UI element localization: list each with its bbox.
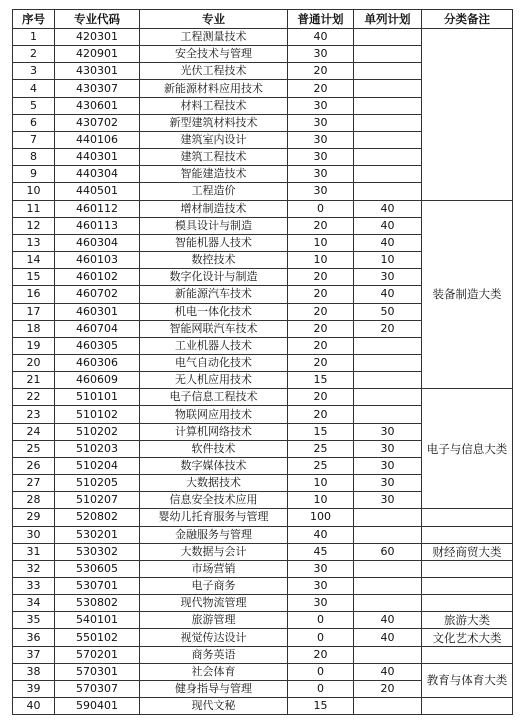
cell-major-name: 商务英语 <box>140 646 288 663</box>
cell-separate-plan <box>354 389 422 406</box>
cell-major-code: 430301 <box>55 63 140 80</box>
cell-major-code: 460103 <box>55 252 140 269</box>
cell-general-plan: 30 <box>288 114 354 131</box>
table-row <box>13 509 513 526</box>
cell-index: 40 <box>13 698 55 715</box>
table-row <box>13 389 513 406</box>
cell-major-name: 金融服务与管理 <box>140 526 288 543</box>
cell-separate-plan: 40 <box>354 663 422 680</box>
cell-major-code: 510204 <box>55 457 140 474</box>
cell-major-name: 软件技术 <box>140 440 288 457</box>
cell-major-name: 建筑室内设计 <box>140 131 288 148</box>
cell-major-name: 视觉传达设计 <box>140 629 288 646</box>
cell-separate-plan <box>354 698 422 715</box>
cell-major-code: 460704 <box>55 320 140 337</box>
cell-general-plan: 20 <box>288 63 354 80</box>
cell-separate-plan <box>354 526 422 543</box>
cell-major-code: 440106 <box>55 131 140 148</box>
cell-index: 23 <box>13 406 55 423</box>
table-row <box>13 578 513 595</box>
cell-major-code: 460306 <box>55 354 140 371</box>
cell-separate-plan: 40 <box>354 217 422 234</box>
cell-major-code: 530802 <box>55 595 140 612</box>
cell-separate-plan: 40 <box>354 200 422 217</box>
cell-general-plan: 45 <box>288 543 354 560</box>
cell-major-code: 430702 <box>55 114 140 131</box>
cell-major-code: 460301 <box>55 303 140 320</box>
cell-separate-plan: 30 <box>354 475 422 492</box>
cell-separate-plan <box>354 166 422 183</box>
cell-general-plan: 30 <box>288 166 354 183</box>
cell-general-plan: 20 <box>288 337 354 354</box>
cell-general-plan: 20 <box>288 286 354 303</box>
cell-category-note <box>422 578 513 595</box>
cell-major-name: 材料工程技术 <box>140 97 288 114</box>
cell-major-code: 530201 <box>55 526 140 543</box>
cell-major-name: 模具设计与制造 <box>140 217 288 234</box>
cell-separate-plan <box>354 97 422 114</box>
cell-major-name: 现代文秘 <box>140 698 288 715</box>
cell-general-plan: 20 <box>288 320 354 337</box>
cell-separate-plan <box>354 337 422 354</box>
cell-major-name: 机电一体化技术 <box>140 303 288 320</box>
cell-general-plan: 15 <box>288 372 354 389</box>
cell-separate-plan <box>354 29 422 46</box>
cell-general-plan: 40 <box>288 29 354 46</box>
cell-general-plan: 20 <box>288 303 354 320</box>
cell-general-plan: 0 <box>288 663 354 680</box>
cell-major-code: 460102 <box>55 269 140 286</box>
cell-index: 3 <box>13 63 55 80</box>
header-separate-plan: 单列计划 <box>354 10 422 29</box>
cell-separate-plan: 40 <box>354 286 422 303</box>
header-major: 专业 <box>140 10 288 29</box>
cell-major-code: 530605 <box>55 560 140 577</box>
cell-major-code: 510202 <box>55 423 140 440</box>
cell-major-name: 电子信息工程技术 <box>140 389 288 406</box>
cell-major-name: 工程测量技术 <box>140 29 288 46</box>
cell-index: 39 <box>13 680 55 697</box>
header-category-note: 分类备注 <box>422 10 513 29</box>
cell-general-plan: 15 <box>288 698 354 715</box>
cell-index: 14 <box>13 252 55 269</box>
cell-major-name: 电气自动化技术 <box>140 354 288 371</box>
cell-index: 2 <box>13 46 55 63</box>
cell-separate-plan: 60 <box>354 543 422 560</box>
cell-general-plan: 30 <box>288 595 354 612</box>
cell-index: 18 <box>13 320 55 337</box>
cell-major-code: 430307 <box>55 80 140 97</box>
cell-general-plan: 0 <box>288 680 354 697</box>
cell-major-code: 430601 <box>55 97 140 114</box>
cell-category-note <box>422 698 513 715</box>
cell-major-name: 物联网应用技术 <box>140 406 288 423</box>
cell-separate-plan <box>354 149 422 166</box>
cell-separate-plan <box>354 114 422 131</box>
cell-major-name: 智能机器人技术 <box>140 234 288 251</box>
cell-major-name: 计算机网络技术 <box>140 423 288 440</box>
cell-major-name: 信息安全技术应用 <box>140 492 288 509</box>
cell-major-code: 540101 <box>55 612 140 629</box>
cell-general-plan: 10 <box>288 234 354 251</box>
cell-major-code: 570201 <box>55 646 140 663</box>
cell-major-code: 520802 <box>55 509 140 526</box>
cell-index: 12 <box>13 217 55 234</box>
cell-major-code: 530701 <box>55 578 140 595</box>
cell-category-note: 电子与信息大类 <box>422 389 513 509</box>
cell-general-plan: 100 <box>288 509 354 526</box>
cell-separate-plan <box>354 406 422 423</box>
table-row <box>13 595 513 612</box>
cell-separate-plan <box>354 131 422 148</box>
cell-major-name: 安全技术与管理 <box>140 46 288 63</box>
cell-general-plan: 30 <box>288 578 354 595</box>
cell-separate-plan: 30 <box>354 457 422 474</box>
cell-separate-plan <box>354 560 422 577</box>
cell-index: 26 <box>13 457 55 474</box>
cell-major-name: 旅游管理 <box>140 612 288 629</box>
cell-separate-plan <box>354 372 422 389</box>
cell-separate-plan: 30 <box>354 269 422 286</box>
cell-major-code: 570307 <box>55 680 140 697</box>
cell-separate-plan <box>354 354 422 371</box>
cell-general-plan: 30 <box>288 97 354 114</box>
header-major-code: 专业代码 <box>55 10 140 29</box>
cell-major-name: 电子商务 <box>140 578 288 595</box>
cell-major-code: 420301 <box>55 29 140 46</box>
cell-separate-plan: 30 <box>354 492 422 509</box>
cell-index: 7 <box>13 131 55 148</box>
cell-general-plan: 30 <box>288 560 354 577</box>
cell-category-note: 教育与体育大类 <box>422 663 513 697</box>
cell-major-name: 工程造价 <box>140 183 288 200</box>
cell-major-name: 社会体育 <box>140 663 288 680</box>
cell-major-code: 590401 <box>55 698 140 715</box>
cell-general-plan: 10 <box>288 252 354 269</box>
cell-general-plan: 0 <box>288 200 354 217</box>
cell-general-plan: 10 <box>288 475 354 492</box>
cell-separate-plan: 20 <box>354 320 422 337</box>
cell-separate-plan <box>354 183 422 200</box>
cell-major-name: 工业机器人技术 <box>140 337 288 354</box>
cell-major-code: 440501 <box>55 183 140 200</box>
cell-major-code: 510203 <box>55 440 140 457</box>
cell-separate-plan: 40 <box>354 234 422 251</box>
cell-major-code: 420901 <box>55 46 140 63</box>
cell-index: 17 <box>13 303 55 320</box>
table-row <box>13 29 513 46</box>
cell-index: 28 <box>13 492 55 509</box>
enrollment-plan-table <box>12 9 513 715</box>
cell-category-note: 文化艺术大类 <box>422 629 513 646</box>
cell-general-plan: 30 <box>288 183 354 200</box>
cell-major-code: 460702 <box>55 286 140 303</box>
cell-general-plan: 20 <box>288 80 354 97</box>
cell-major-name: 大数据与会计 <box>140 543 288 560</box>
table-row <box>13 526 513 543</box>
cell-index: 31 <box>13 543 55 560</box>
header-row <box>13 10 513 29</box>
cell-index: 33 <box>13 578 55 595</box>
cell-major-name: 光伏工程技术 <box>140 63 288 80</box>
cell-major-name: 数字媒体技术 <box>140 457 288 474</box>
cell-major-code: 550102 <box>55 629 140 646</box>
cell-index: 5 <box>13 97 55 114</box>
cell-major-code: 570301 <box>55 663 140 680</box>
cell-category-note: 财经商贸大类 <box>422 543 513 560</box>
cell-major-code: 460609 <box>55 372 140 389</box>
cell-category-note: 旅游大类 <box>422 612 513 629</box>
cell-index: 35 <box>13 612 55 629</box>
cell-separate-plan <box>354 63 422 80</box>
cell-general-plan: 15 <box>288 423 354 440</box>
cell-index: 22 <box>13 389 55 406</box>
cell-category-note <box>422 595 513 612</box>
cell-index: 6 <box>13 114 55 131</box>
cell-category-note <box>422 646 513 663</box>
cell-category-note <box>422 560 513 577</box>
cell-major-name: 新能源汽车技术 <box>140 286 288 303</box>
cell-major-name: 增材制造技术 <box>140 200 288 217</box>
cell-separate-plan <box>354 595 422 612</box>
header-index: 序号 <box>13 10 55 29</box>
cell-index: 16 <box>13 286 55 303</box>
table-row <box>13 560 513 577</box>
table-row <box>13 629 513 646</box>
cell-category-note <box>422 29 513 201</box>
cell-index: 1 <box>13 29 55 46</box>
cell-index: 36 <box>13 629 55 646</box>
cell-major-code: 510207 <box>55 492 140 509</box>
cell-category-note <box>422 526 513 543</box>
cell-major-code: 440301 <box>55 149 140 166</box>
cell-major-name: 智能网联汽车技术 <box>140 320 288 337</box>
cell-index: 19 <box>13 337 55 354</box>
cell-major-name: 现代物流管理 <box>140 595 288 612</box>
cell-index: 30 <box>13 526 55 543</box>
cell-index: 8 <box>13 149 55 166</box>
cell-general-plan: 30 <box>288 149 354 166</box>
cell-general-plan: 20 <box>288 269 354 286</box>
cell-index: 32 <box>13 560 55 577</box>
cell-index: 9 <box>13 166 55 183</box>
cell-separate-plan <box>354 509 422 526</box>
cell-general-plan: 0 <box>288 629 354 646</box>
cell-index: 24 <box>13 423 55 440</box>
cell-general-plan: 20 <box>288 217 354 234</box>
cell-separate-plan <box>354 578 422 595</box>
cell-index: 10 <box>13 183 55 200</box>
cell-major-name: 大数据技术 <box>140 475 288 492</box>
cell-major-code: 460113 <box>55 217 140 234</box>
cell-major-name: 健身指导与管理 <box>140 680 288 697</box>
cell-major-name: 无人机应用技术 <box>140 372 288 389</box>
cell-major-name: 数控技术 <box>140 252 288 269</box>
cell-general-plan: 30 <box>288 131 354 148</box>
cell-major-code: 510205 <box>55 475 140 492</box>
cell-major-name: 数字化设计与制造 <box>140 269 288 286</box>
cell-index: 29 <box>13 509 55 526</box>
cell-major-code: 460305 <box>55 337 140 354</box>
cell-index: 37 <box>13 646 55 663</box>
cell-separate-plan: 40 <box>354 629 422 646</box>
cell-separate-plan: 40 <box>354 612 422 629</box>
cell-separate-plan <box>354 80 422 97</box>
cell-index: 15 <box>13 269 55 286</box>
cell-category-note <box>422 509 513 526</box>
cell-major-code: 440304 <box>55 166 140 183</box>
cell-major-name: 市场营销 <box>140 560 288 577</box>
cell-index: 25 <box>13 440 55 457</box>
table-row <box>13 200 513 217</box>
cell-general-plan: 40 <box>288 526 354 543</box>
header-general-plan: 普通计划 <box>288 10 354 29</box>
table-row <box>13 698 513 715</box>
cell-general-plan: 20 <box>288 354 354 371</box>
cell-general-plan: 30 <box>288 46 354 63</box>
table-row <box>13 663 513 680</box>
cell-major-code: 460304 <box>55 234 140 251</box>
cell-major-code: 530302 <box>55 543 140 560</box>
cell-major-name: 婴幼儿托育服务与管理 <box>140 509 288 526</box>
table-row <box>13 646 513 663</box>
cell-category-note: 装备制造大类 <box>422 200 513 389</box>
cell-major-code: 460112 <box>55 200 140 217</box>
cell-index: 4 <box>13 80 55 97</box>
cell-general-plan: 25 <box>288 457 354 474</box>
cell-index: 13 <box>13 234 55 251</box>
table-row <box>13 612 513 629</box>
cell-separate-plan: 50 <box>354 303 422 320</box>
cell-separate-plan <box>354 646 422 663</box>
cell-general-plan: 0 <box>288 612 354 629</box>
cell-general-plan: 20 <box>288 646 354 663</box>
cell-separate-plan: 10 <box>354 252 422 269</box>
cell-separate-plan <box>354 46 422 63</box>
cell-separate-plan: 30 <box>354 440 422 457</box>
cell-index: 21 <box>13 372 55 389</box>
cell-general-plan: 10 <box>288 492 354 509</box>
cell-major-name: 新型建筑材料技术 <box>140 114 288 131</box>
cell-major-name: 智能建造技术 <box>140 166 288 183</box>
table-row <box>13 543 513 560</box>
cell-separate-plan: 30 <box>354 423 422 440</box>
cell-major-name: 新能源材料应用技术 <box>140 80 288 97</box>
cell-index: 27 <box>13 475 55 492</box>
cell-major-name: 建筑工程技术 <box>140 149 288 166</box>
cell-general-plan: 25 <box>288 440 354 457</box>
cell-index: 11 <box>13 200 55 217</box>
cell-index: 20 <box>13 354 55 371</box>
cell-index: 34 <box>13 595 55 612</box>
cell-general-plan: 20 <box>288 406 354 423</box>
cell-separate-plan: 20 <box>354 680 422 697</box>
cell-major-code: 510102 <box>55 406 140 423</box>
cell-major-code: 510101 <box>55 389 140 406</box>
cell-general-plan: 20 <box>288 389 354 406</box>
cell-index: 38 <box>13 663 55 680</box>
